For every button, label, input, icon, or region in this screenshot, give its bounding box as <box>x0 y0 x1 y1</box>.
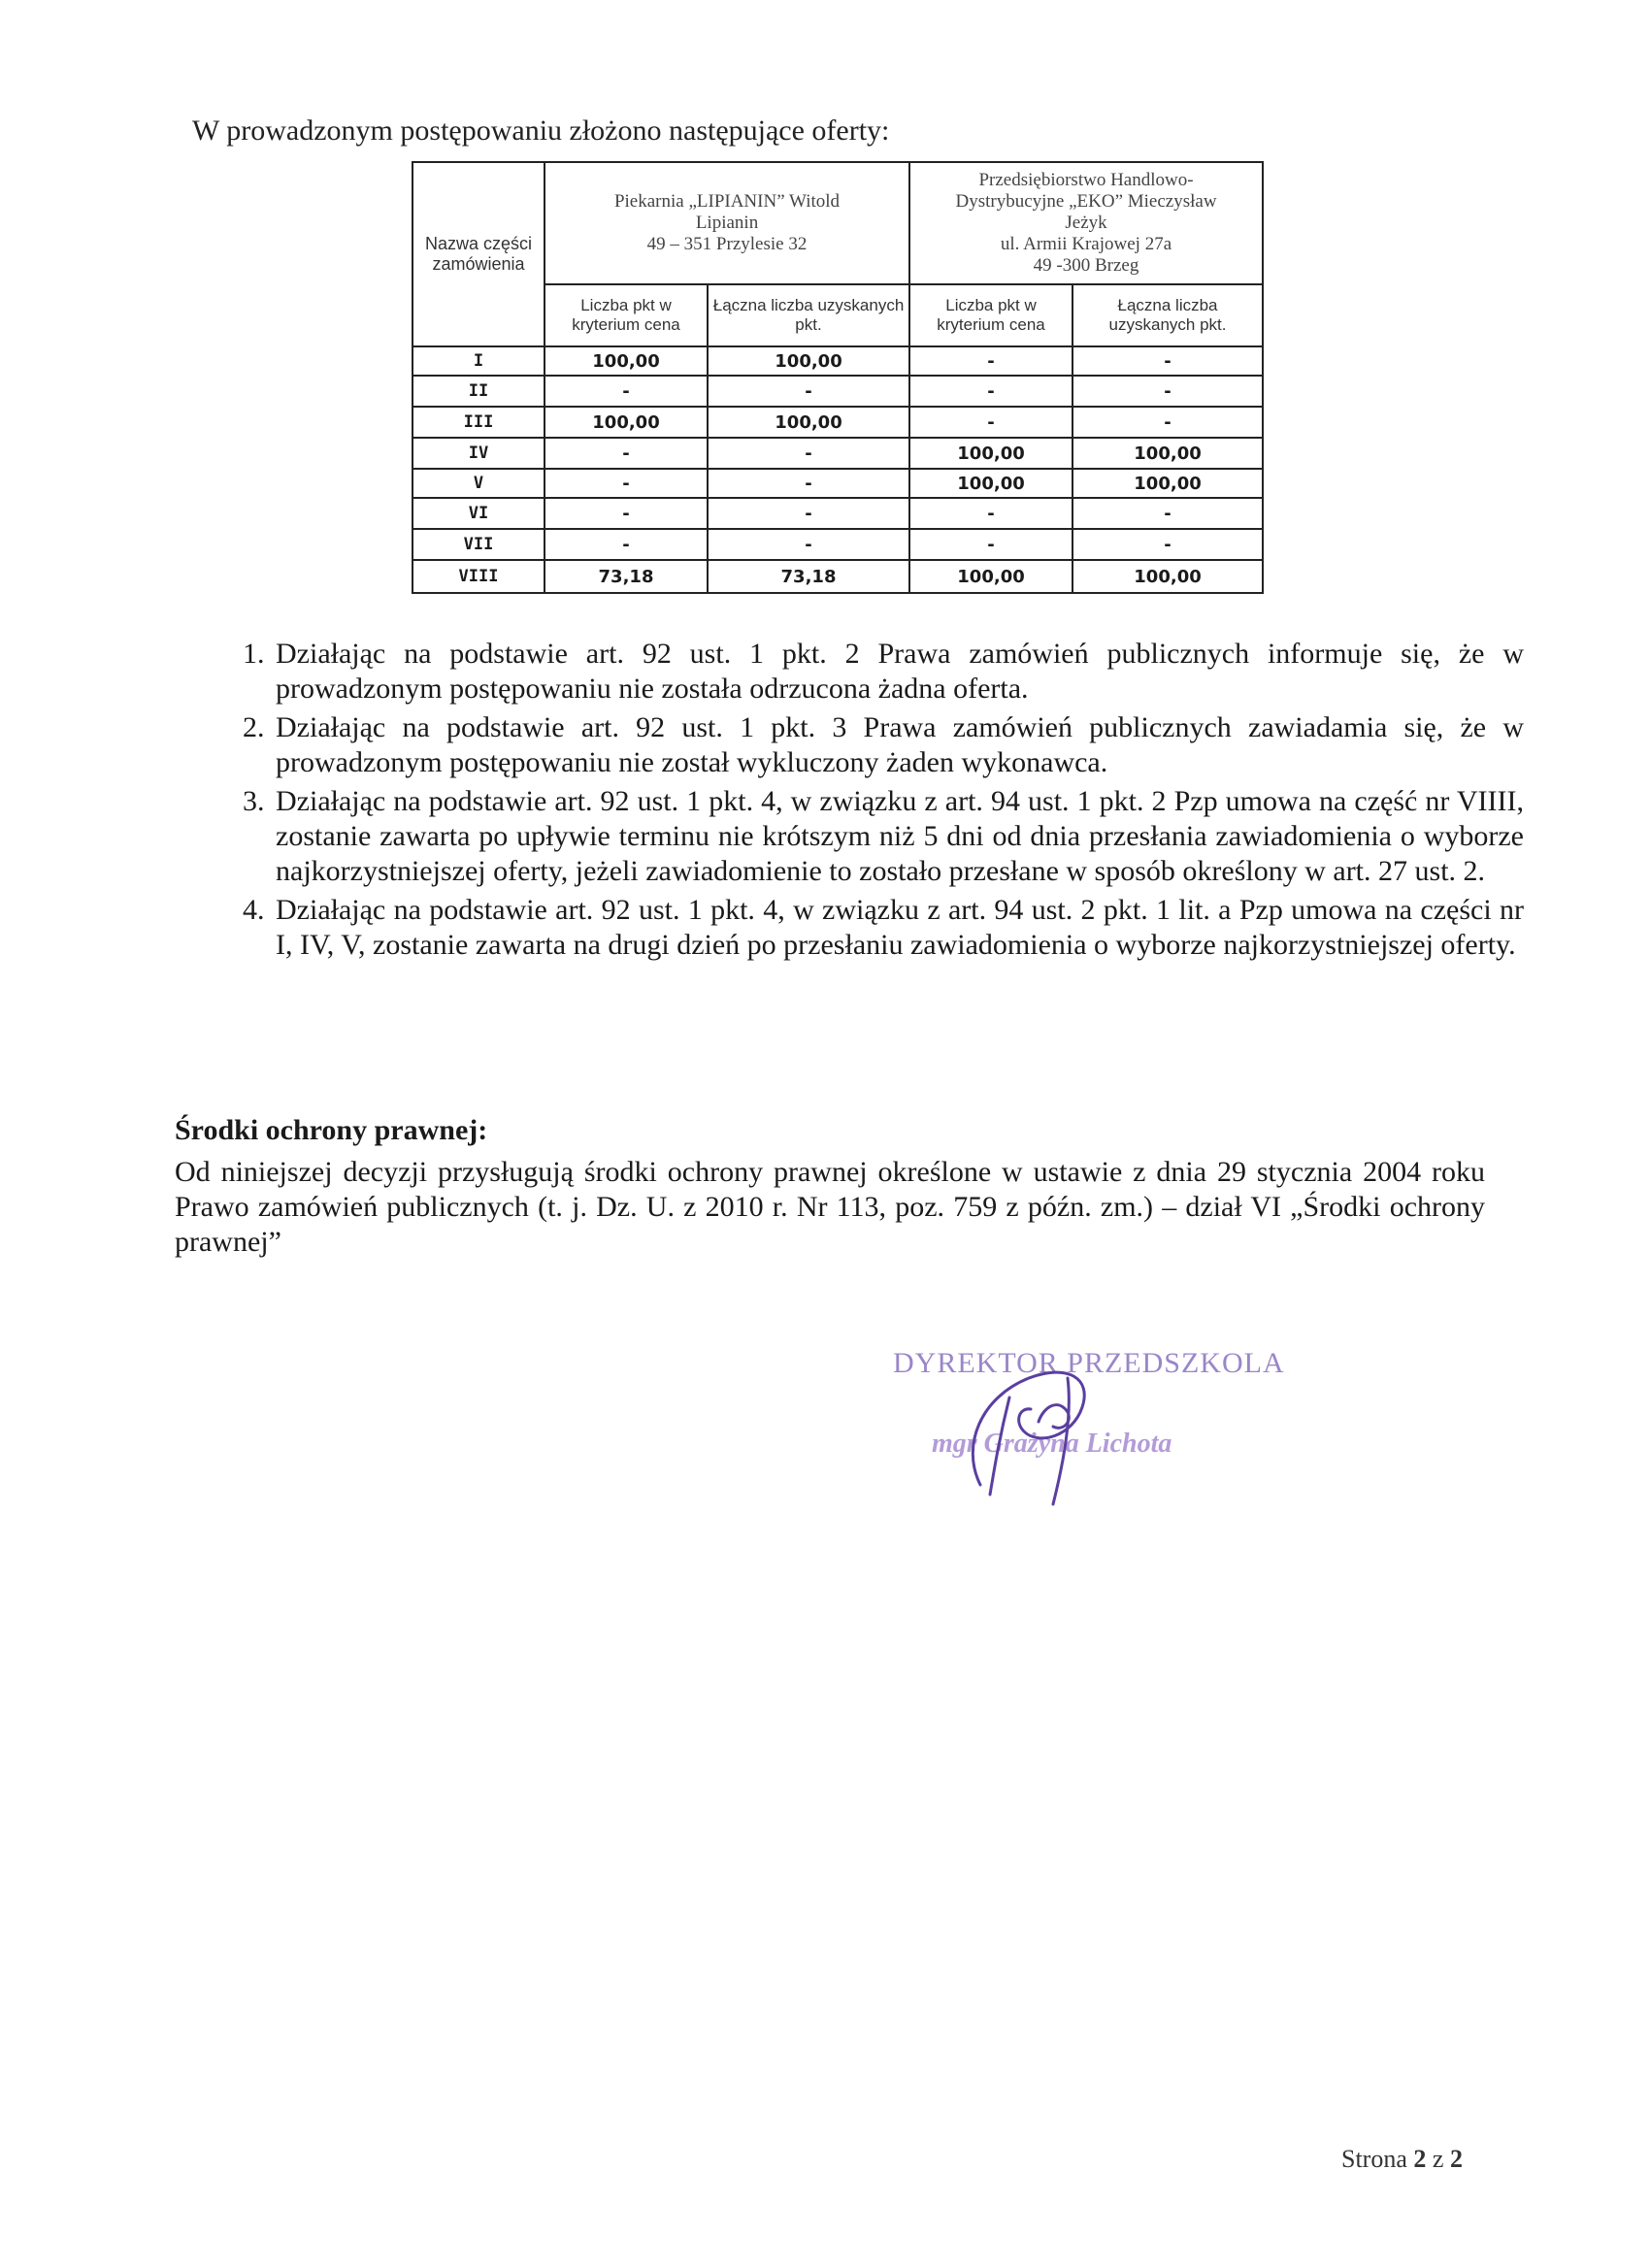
table-cell: 100,00 <box>1072 560 1263 593</box>
company-1-total-points-header: Łączna liczba uzyskanych pkt. <box>708 284 909 346</box>
table-cell: 73,18 <box>708 560 909 593</box>
table-cell: 100,00 <box>544 346 708 376</box>
table-cell: 73,18 <box>544 560 708 593</box>
list-item: 1. Działając na podstawie art. 92 ust. 1 pkt. 2 Prawa zamówień publicznych informuje się, że w prowadzonym postępowaniu nie została odrzucona żadna oferta. <box>272 637 1524 707</box>
table-cell: - <box>909 407 1072 438</box>
part-label: II <box>412 376 544 407</box>
points-list <box>233 637 1524 967</box>
table-cell: 100,00 <box>1072 438 1263 469</box>
table-cell: - <box>1072 529 1263 560</box>
stamp-title: DYREKTOR PRZEDSZKOLA <box>893 1347 1285 1379</box>
table-cell: - <box>909 376 1072 407</box>
table-cell: - <box>544 438 708 469</box>
company-2-header <box>909 162 1263 284</box>
table-row <box>412 529 1263 560</box>
table-cell: - <box>909 529 1072 560</box>
table-cell: - <box>1072 376 1263 407</box>
table-cell: 100,00 <box>1072 469 1263 498</box>
table-cell: - <box>708 469 909 498</box>
table-cell: 100,00 <box>708 346 909 376</box>
company-1-line: 49 – 351 Przylesie 32 <box>646 234 808 254</box>
table-cell: - <box>544 529 708 560</box>
company-2-line: Jeżyk <box>1065 213 1107 233</box>
table-cell: - <box>1072 407 1263 438</box>
table-cell: - <box>708 438 909 469</box>
list-item: 3. Działając na podstawie art. 92 ust. 1 pkt. 4, w związku z art. 94 ust. 1 pkt. 2 Pzp umowa na część nr VIIII, zostanie zawarta po upływie terminu nie krótszym niż 5 dni od dnia przesłania zawiadomienia o wyborze najkorzystniejszej oferty, jeżeli zawiadomienie to zostało przesłane w sposób określony w art. 27 ust. 2. <box>272 784 1524 889</box>
table-row <box>412 407 1263 438</box>
table-cell: - <box>1072 498 1263 529</box>
table-cell: 100,00 <box>708 407 909 438</box>
page-number <box>1341 2145 1463 2174</box>
company-2-line: Przedsiębiorstwo Handlowo- <box>978 170 1194 190</box>
offers-table <box>412 161 1264 594</box>
table-cell: - <box>544 498 708 529</box>
intro-text: W prowadzonym postępowaniu złożono następujące oferty: <box>192 115 890 147</box>
company-2-price-points-header: Liczba pkt w kryterium cena <box>909 284 1072 346</box>
table-cell: - <box>1072 346 1263 376</box>
table-cell: - <box>544 469 708 498</box>
table-cell: - <box>909 498 1072 529</box>
handwritten-signature <box>922 1339 1116 1514</box>
part-name-header: Nazwa części zamówienia <box>412 162 544 346</box>
remedy-text: Od niniejszej decyzji przysługują środki ochrony prawnej określone w ustawie z dnia 29 stycznia 2004 roku Prawo zamówień publicznych (t. j. Dz. U. z 2010 r. Nr 113, poz. 759 z późn. zm.) – dział VI „Środki ochrony prawnej” <box>175 1156 1485 1258</box>
table-cell: - <box>909 346 1072 376</box>
part-label: VII <box>412 529 544 560</box>
table-row <box>412 346 1263 376</box>
page-sep: z <box>1432 2145 1444 2173</box>
table-row <box>412 376 1263 407</box>
part-label: III <box>412 407 544 438</box>
company-1-line: Piekarnia „LIPIANIN” Witold <box>613 191 841 212</box>
page-prefix: Strona <box>1341 2145 1407 2173</box>
table-cell: - <box>544 376 708 407</box>
company-1-price-points-header: Liczba pkt w kryterium cena <box>544 284 708 346</box>
part-label: VIII <box>412 560 544 593</box>
stamp-name: mgr Grażyna Lichota <box>932 1429 1172 1459</box>
director-stamp <box>874 1339 1285 1514</box>
part-label: I <box>412 346 544 376</box>
company-2-line: Dystrybucyjne „EKO” Mieczysław <box>955 191 1217 212</box>
table-cell: - <box>708 498 909 529</box>
page-total: 2 <box>1449 2145 1463 2173</box>
table-row <box>412 498 1263 529</box>
company-1-header <box>544 162 909 284</box>
list-item: 2. Działając na podstawie art. 92 ust. 1 pkt. 3 Prawa zamówień publicznych zawiadamia się, że w prowadzonym postępowaniu nie został wykluczony żaden wykonawca. <box>272 710 1524 780</box>
part-label: V <box>412 469 544 498</box>
table-row <box>412 469 1263 498</box>
table-row <box>412 560 1263 593</box>
company-2-line: ul. Armii Krajowej 27a <box>1000 234 1172 254</box>
table-cell: 100,00 <box>909 438 1072 469</box>
table-cell: - <box>708 376 909 407</box>
table-cell: 100,00 <box>909 560 1072 593</box>
company-2-line: 49 -300 Brzeg <box>1033 255 1139 276</box>
table-cell: 100,00 <box>909 469 1072 498</box>
list-item: 4. Działając na podstawie art. 92 ust. 1 pkt. 4, w związku z art. 94 ust. 2 pkt. 1 lit. a Pzp umowa na części nr I, IV, V, zostanie zawarta na drugi dzień po przesłaniu zawiadomienia o wyborze najkorzystniejszej oferty. <box>272 893 1524 963</box>
table-cell: - <box>708 529 909 560</box>
remedy-title: Środki ochrony prawnej: <box>175 1114 488 1146</box>
company-2-total-points-header: Łączna liczba uzyskanych pkt. <box>1072 284 1263 346</box>
page-current: 2 <box>1413 2145 1427 2173</box>
table-row <box>412 438 1263 469</box>
table-cell: 100,00 <box>544 407 708 438</box>
company-1-line: Lipianin <box>695 213 759 233</box>
part-label: VI <box>412 498 544 529</box>
part-label: IV <box>412 438 544 469</box>
